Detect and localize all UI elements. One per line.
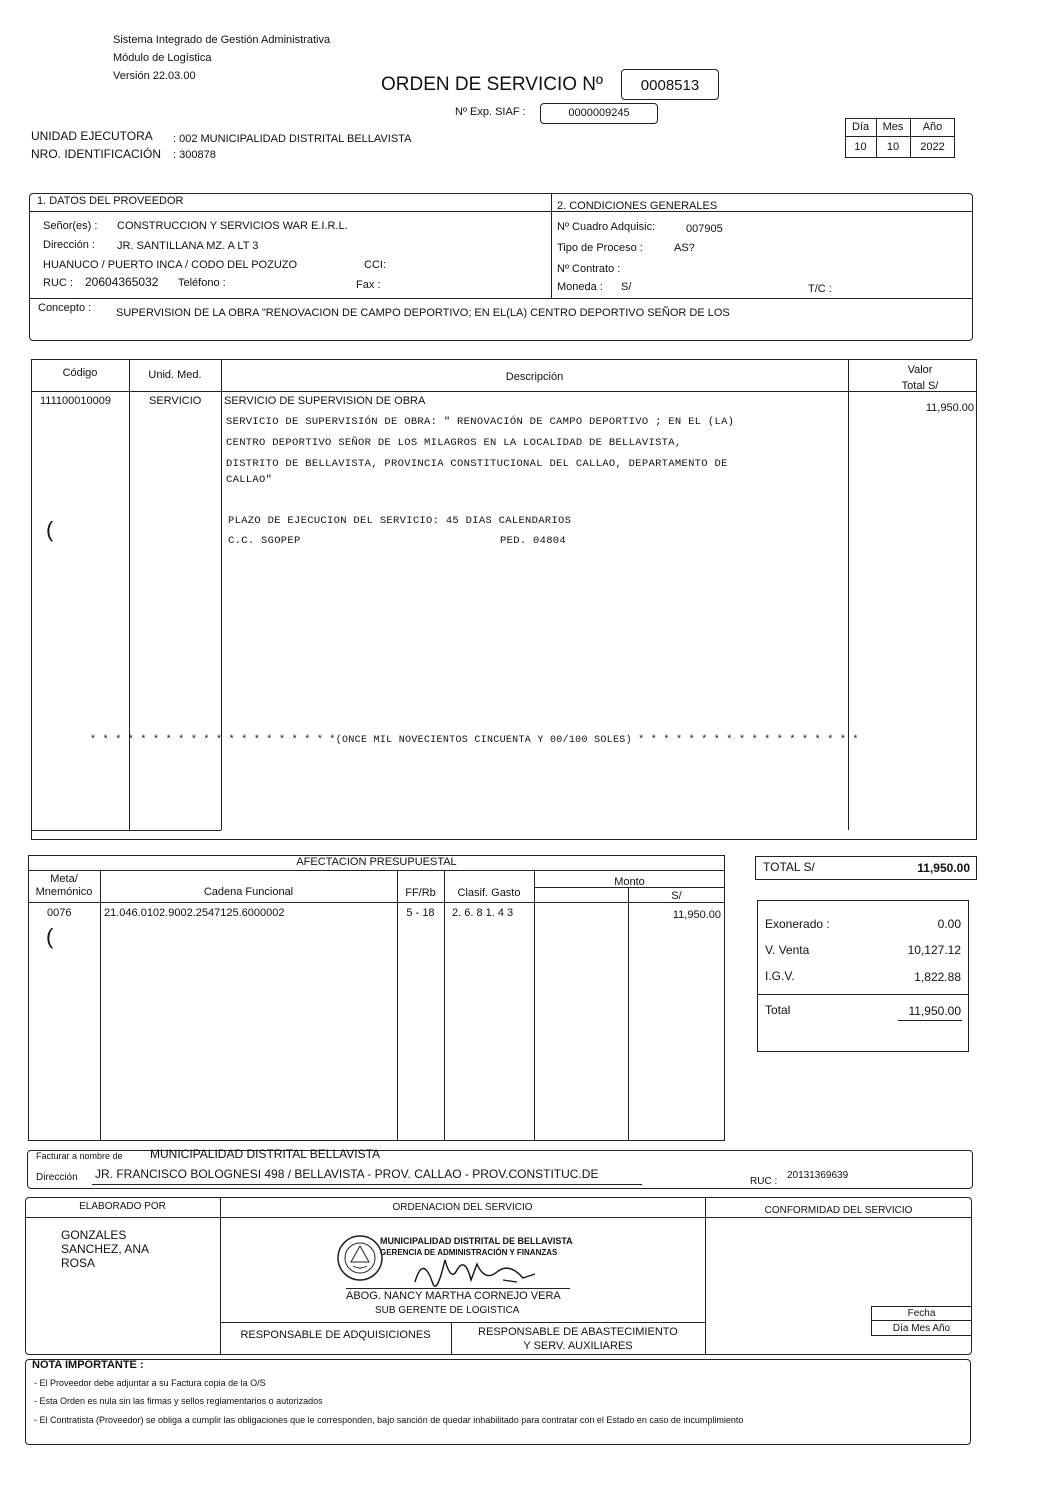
item-unid: SERVICIO	[149, 395, 202, 407]
cuadro-label: Nº Cuadro Adquisic:	[557, 221, 656, 233]
moneda-value: S/	[621, 281, 632, 293]
note-item: - Esta Orden es nula sin las firmas y sellos reglamentarios o autorizados	[34, 1396, 323, 1406]
tipo-proceso-value: AS?	[674, 242, 695, 254]
col-header-ff: FF/Rb	[405, 887, 436, 899]
facturar-direccion-label: Dirección	[36, 1172, 78, 1183]
facturar-ruc-label: RUC :	[750, 1176, 778, 1187]
siaf-number-box	[540, 103, 658, 124]
condiciones-section-title: 2. CONDICIONES GENERALES	[557, 200, 718, 212]
stamp-line: GERENCIA DE ADMINISTRACIÓN Y FINANZAS	[380, 1248, 558, 1257]
item-cc: C.C. SGOPEP	[228, 535, 301, 547]
note-item: - El Proveedor debe adjuntar a su Factura copia de la O/S	[34, 1378, 266, 1388]
ordenacion-label: ORDENACION DEL SERVICIO	[392, 1202, 533, 1213]
ruc-label: RUC :	[43, 277, 73, 289]
facturar-value: MUNICIPALIDAD DISTRITAL BELLAVISTA	[150, 1147, 381, 1161]
col-header-unid: Unid. Med.	[148, 369, 202, 381]
total-value: 11,950.00	[917, 861, 970, 875]
col-header-valor: Valor	[907, 364, 933, 376]
exonerado-label: Exonerado :	[765, 917, 830, 931]
date-day-header: Día	[851, 121, 870, 133]
tc-label: T/C :	[808, 283, 832, 295]
total2-label: Total	[765, 1003, 791, 1017]
contrato-label: Nº Contrato :	[557, 263, 621, 275]
proveedor-location: HUANUCO / PUERTO INCA / CODO DEL POZUZO	[43, 259, 298, 271]
date-month-header: Mes	[882, 121, 904, 133]
col-header-codigo: Código	[62, 367, 98, 379]
date-year-header: Año	[922, 121, 943, 133]
punch-hole-mark: (	[46, 924, 54, 949]
col-header-clasif: Clasif. Gasto	[457, 887, 521, 899]
siaf-number: 0000009245	[568, 107, 630, 119]
col-header-mnemonico: Mnemónico	[35, 886, 93, 898]
total2-value: 11,950.00	[908, 1004, 961, 1018]
moneda-label: Moneda :	[557, 281, 603, 293]
amount-in-words: * * * * * * * * * * * * * * * * * * * *(ONCE MIL NOVECIENTOS CINCUENTA Y 00/100 SOLES) * * * * * * * * * * * * * * * * * *	[90, 735, 859, 746]
unidad-ejecutora-value: : 002 MUNICIPALIDAD DISTRITAL BELLAVISTA	[173, 133, 412, 145]
concepto-label: Concepto :	[38, 302, 92, 314]
total-label: TOTAL S/	[763, 860, 815, 874]
signer-name: ABOG. NANCY MARTHA CORNEJO VERA	[346, 1290, 561, 1302]
direccion-value: JR. SANTILLANA MZ. A LT 3	[117, 240, 259, 252]
elaborado-name-line: GONZALES	[61, 1228, 127, 1242]
afectacion-title: AFECTACION PRESUPUESTAL	[296, 856, 457, 868]
facturar-direccion-value: JR. FRANCISCO BOLOGNESI 498 / BELLAVISTA - PROV. CALLAO - PROV.CONSTITUC.DE	[95, 1167, 599, 1181]
unidad-ejecutora-label: UNIDAD EJECUTORA	[31, 129, 153, 143]
date-year-value: 2022	[920, 141, 945, 153]
afectacion-cadena: 21.046.0102.9002.2547125.6000002	[104, 907, 285, 919]
col-header-meta: Meta/	[50, 873, 78, 885]
fecha-columns: Día Mes Año	[892, 1323, 951, 1334]
igv-label: I.G.V.	[765, 969, 795, 983]
afectacion-ff: 5 - 18	[406, 907, 435, 919]
order-number-box	[621, 69, 719, 100]
date-month-value: 10	[886, 141, 900, 153]
signer-title: SUB GERENTE DE LOGISTICA	[375, 1305, 520, 1316]
exonerado-value: 0.00	[937, 917, 961, 931]
conformidad-label: CONFORMIDAD DEL SERVICIO	[764, 1205, 913, 1216]
elaborado-name-line: SANCHEZ, ANA	[61, 1242, 150, 1256]
item-desc-line: SERVICIO DE SUPERVISIÓN DE OBRA: " RENOVACIÓN DE CAMPO DEPORTIVO ; EN EL (LA)	[226, 416, 735, 428]
col-header-soles: S/	[671, 890, 682, 902]
version-label: Versión 22.03.00	[113, 70, 196, 82]
system-name: Sistema Integrado de Gestión Administrativa	[113, 34, 331, 46]
resp-adquisiciones: RESPONSABLE DE ADQUISICIONES	[240, 1329, 431, 1341]
elaborado-label: ELABORADO POR	[79, 1201, 166, 1212]
municipal-seal-icon	[335, 1230, 385, 1285]
afectacion-clasif: 2. 6. 8 1. 4 3	[452, 907, 514, 919]
item-desc-title: SERVICIO DE SUPERVISION DE OBRA	[224, 395, 426, 407]
fecha-label: Fecha	[907, 1308, 936, 1319]
order-number: 0008513	[640, 77, 700, 94]
item-desc-line: DISTRITO DE BELLAVISTA, PROVINCIA CONSTITUCIONAL DEL CALLAO, DEPARTAMENTO DE	[226, 458, 728, 470]
stamp-line: MUNICIPALIDAD DISTRITAL DE BELLAVISTA	[380, 1236, 573, 1246]
item-valor: 11,950.00	[925, 402, 974, 414]
item-desc-line: CENTRO DEPORTIVO SEÑOR DE LOS MILAGROS EN LA LOCALIDAD DE BELLAVISTA,	[226, 437, 682, 449]
resp-abastecimiento: RESPONSABLE DE ABASTECIMIENTO	[478, 1326, 678, 1338]
item-codigo: 111100010009	[40, 395, 111, 407]
elaborado-name-line: ROSA	[61, 1256, 96, 1270]
notes-title: NOTA IMPORTANTE :	[32, 1359, 144, 1371]
col-header-descripcion: Descripción	[505, 371, 564, 383]
cuadro-value: 007905	[686, 223, 723, 235]
concepto-value: SUPERVISION DE LA OBRA "RENOVACION DE CAMPO DEPORTIVO; EN EL(LA) CENTRO DEPORTIVO SEÑOR DE LOS	[116, 307, 730, 319]
direccion-label: Dirección :	[43, 239, 95, 251]
igv-value: 1,822.88	[914, 970, 961, 984]
cci-label: CCI:	[364, 259, 386, 271]
col-header-monto: Monto	[614, 876, 645, 888]
punch-hole-mark: (	[46, 517, 54, 542]
col-header-cadena: Cadena Funcional	[203, 886, 294, 898]
senor-value: CONSTRUCCION Y SERVICIOS WAR E.I.R.L.	[117, 220, 348, 232]
senor-label: Señor(es) :	[43, 220, 98, 232]
afectacion-meta: 0076	[47, 907, 72, 919]
afectacion-monto: 11,950.00	[672, 909, 721, 921]
item-plazo: PLAZO DE EJECUCION DEL SERVICIO: 45 DIAS CALENDARIOS	[228, 515, 572, 527]
item-ped: PED. 04804	[500, 535, 567, 547]
date-day-value: 10	[854, 141, 867, 153]
nro-identificacion-value: : 300878	[173, 149, 216, 161]
siaf-label: Nº Exp. SIAF :	[455, 106, 526, 118]
proveedor-section-title: 1. DATOS DEL PROVEEDOR	[37, 195, 184, 207]
module-name: Módulo de Logística	[113, 52, 212, 64]
ruc-value: 20604365032	[85, 275, 159, 289]
col-header-total: Total S/	[901, 380, 939, 392]
note-item: - El Contratista (Proveedor) se obliga a cumplir las obligaciones que le corresponden, bajo sanción de quedar inhabilitado para contratar con el Estado en caso de incumplimiento	[34, 1415, 744, 1425]
nro-identificacion-label: NRO. IDENTIFICACIÓN	[31, 147, 162, 161]
facturar-ruc-value: 20131369639	[787, 1170, 849, 1181]
resp-abastecimiento: Y SERV. AUXILIARES	[523, 1340, 633, 1352]
document-title: ORDEN DE SERVICIO Nº	[381, 74, 603, 95]
item-desc-line: CALLAO"	[226, 474, 273, 486]
telefono-label: Teléfono :	[178, 277, 226, 289]
facturar-label: Facturar a nombre de	[36, 1151, 123, 1161]
items-table	[31, 359, 977, 840]
venta-value: 10,127.12	[907, 943, 961, 957]
tipo-proceso-label: Tipo de Proceso :	[557, 242, 643, 254]
fax-label: Fax :	[356, 279, 381, 291]
venta-label: V. Venta	[765, 943, 810, 957]
